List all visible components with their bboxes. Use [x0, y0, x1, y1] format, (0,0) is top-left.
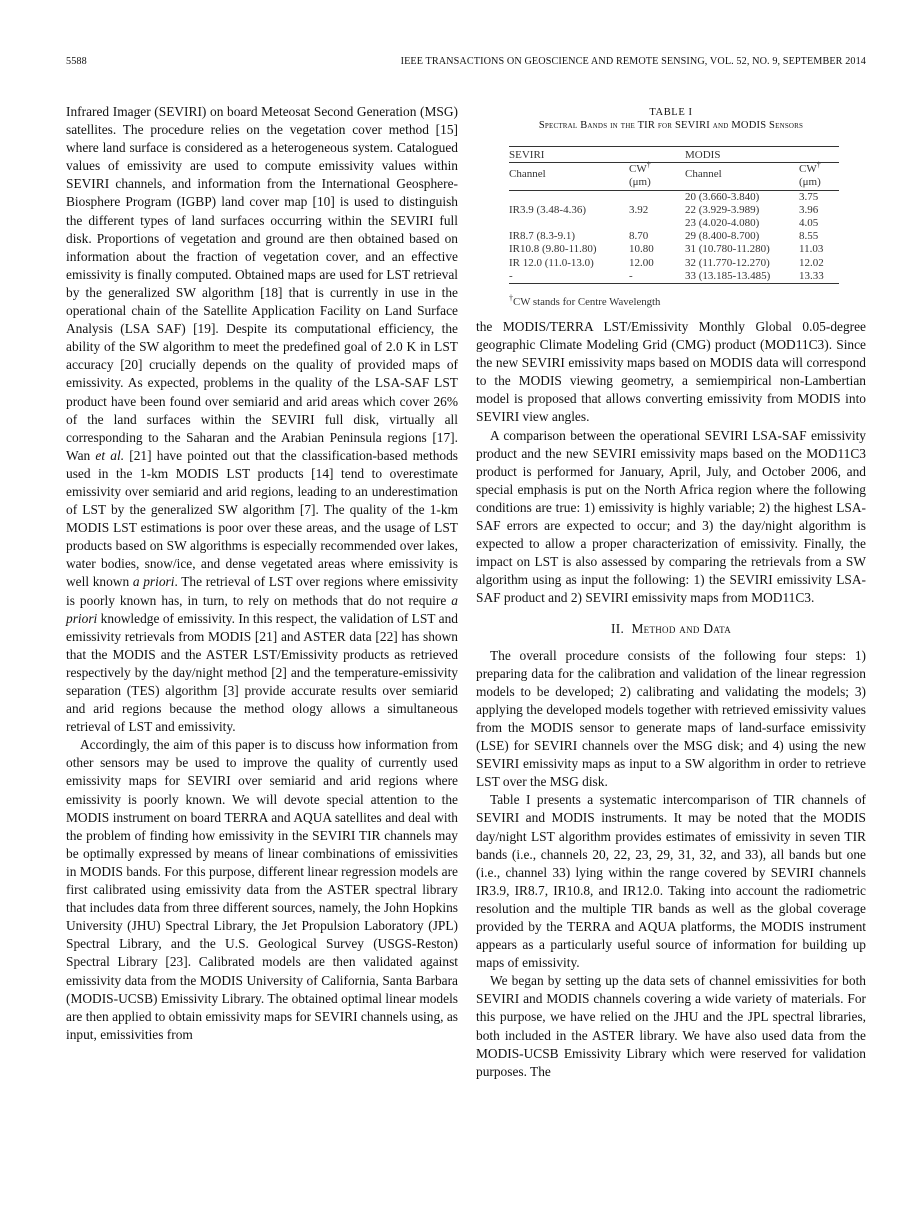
cell-seviri-channel: IR10.8 (9.80-11.80)	[509, 243, 597, 256]
cell-modis-cw: 3.75	[799, 190, 819, 203]
cell-modis-channel: 22 (3.929-3.989)	[685, 203, 760, 216]
group-header-seviri: SEVIRI	[509, 147, 685, 163]
section-heading	[476, 620, 866, 638]
text-run: [21] have pointed out that the classification-based methods used in the 1-km MODIS LST products [14] tend to overestimate emissivity over semiarid and arid regions, leading to an underestimation of LST by the generalized SW algorithm [7]. The quality of the 1-km MODIS LST estimations is poor over these areas, and the usage of LST products based on SW algorithms is especially recommended over lakes, water bodies, snow/ice, and dense vegetated areas where emissivity is well known	[66, 447, 458, 590]
table-row	[509, 257, 839, 270]
column-header-channel-modis: Channel	[685, 168, 722, 181]
text-run: knowledge of emissivity. In this respect, the validation of LST and emissivity retrievals from MODIS [21] and ASTER data [22] has shown that the MODIS and the ASTER LST/Emissivity products as retrieved respectively by the day/night method [2] and the temperature-emissivity separation (TES) algorithm [3] provide accurate results over semiarid and arid regions because the method ology allows a simultaneous retrieval of LST and emissivity.	[66, 610, 458, 735]
cell-modis-cw: 4.05	[799, 217, 819, 230]
cell-seviri-cw: -	[629, 269, 633, 282]
table-row	[509, 217, 839, 230]
table-row	[509, 243, 839, 256]
right-paragraph-2: A comparison between the operational SEVIRI LSA-SAF emissivity product and the new SEVIRI emissivity maps based on the MOD11C3 product is performed for January, April, July, and October 2006, and special emphasis is put on the North Africa region where the following conditions are true: 1) emissivity is highly variable; 2) the highest LSA-SAF errors are expected to occur; and 3) the day/night algorithm is expected to allow a proper characterization of emissivity. Finally, the impact on LST is also assessed by comparing the retrievals from a SW algorithm using as input the following: 1) the SEVIRI emissivity LSA-SAF product and 2) SEVIRI emissivity maps from MOD11C3.	[476, 427, 866, 606]
cell-modis-cw: 13.33	[799, 269, 824, 282]
dagger-mark: †	[509, 293, 513, 303]
cell-modis-channel: 20 (3.660-3.840)	[685, 190, 760, 203]
cell-modis-channel: 29 (8.400-8.700)	[685, 230, 760, 243]
cell-seviri-cw	[629, 190, 685, 204]
table-row	[509, 204, 839, 217]
text-run-italic: a priori	[132, 574, 175, 590]
cell-seviri-cw: 8.70	[629, 230, 649, 243]
section-number: II.	[610, 620, 625, 636]
table-row	[509, 190, 839, 204]
group-header-modis: MODIS	[685, 147, 839, 163]
cw-text: CW	[799, 163, 817, 176]
table-1	[476, 106, 866, 308]
table-row	[509, 230, 839, 243]
text-run-italic: a priori	[66, 592, 458, 626]
section-title: Method and Data	[631, 620, 731, 636]
cell-modis-channel: 32 (11.770-12.270)	[685, 256, 770, 269]
column-header-channel: Channel	[509, 168, 546, 181]
cell-modis-cw: 12.02	[799, 256, 824, 269]
page-number: 5588	[66, 56, 87, 67]
cell-seviri-channel: -	[509, 269, 513, 282]
table-row	[509, 270, 839, 284]
cell-seviri-cw: 10.80	[629, 243, 654, 256]
cell-modis-channel: 23 (4.020-4.080)	[685, 217, 760, 230]
column-header-cw-modis	[799, 160, 839, 190]
left-column	[66, 103, 458, 1044]
cell-seviri-channel: IR8.7 (8.3-9.1)	[509, 230, 575, 243]
running-header	[66, 56, 866, 72]
cell-seviri-channel	[509, 190, 629, 204]
right-paragraph-5: We began by setting up the data sets of channel emissivities for both SEVIRI and MODIS channels covering a wide variety of materials. For this purpose, we have relied on the JHU and the JPL spectral libraries, both included in the ASTER library. We have also used data from the MODIS-UCSB Emissivity Library which were reserved for validation purposes. The	[476, 973, 866, 1079]
dagger-mark: †	[646, 160, 651, 170]
cw-unit: (μm)	[629, 176, 651, 189]
cw-text: CW	[629, 163, 647, 176]
cell-modis-cw: 11.03	[799, 243, 824, 256]
cell-modis-channel: 33 (13.185-13.485)	[685, 269, 771, 282]
cw-unit: (μm)	[799, 176, 821, 189]
cell-seviri-channel	[509, 217, 629, 230]
right-paragraph-1: the MODIS/TERRA LST/Emissivity Monthly Global 0.05-degree geographic Climate Modeling Grid (CMG) product (MOD11C3). Since the new SEVIRI emissivity maps based on MODIS data will correspond to the MODIS viewing geometry, a semiempirical non-Lambertian model is proposed that allows converting emissivity from MODIS into SEVIRI view angles.	[476, 319, 866, 425]
table-footnote	[509, 293, 661, 308]
dagger-mark: †	[816, 160, 821, 170]
cell-seviri-cw: 3.92	[629, 203, 649, 216]
right-column	[476, 318, 866, 1081]
right-paragraph-4: Table I presents a systematic intercomparison of TIR channels of SEVIRI and MODIS instruments. It may be noted that the MODIS day/night LST algorithm provides estimates of emissivity in seven TIR bands (i.e., channels 20, 22, 23, 29, 31, 32, and 33), all bands but one (i.e., channel 33) lying within the range covered by SEVIRI channels IR3.9, IR8.7, IR10.8, and IR12.0. Taking into account the radiometric resolution and the multiple TIR bands as well as the global coverage provided by the TERRA and AQUA platforms, the MODIS instrument appears as a particularly useful source of information for building up maps of emissivity.	[476, 792, 866, 971]
spectral-bands-table	[509, 146, 839, 284]
footnote-text: CW stands for Centre Wavelength	[513, 296, 661, 308]
text-run: . The retrieval of LST over regions where emissivity is poorly known has, in turn, to rely on methods that do not require	[66, 574, 459, 608]
cell-seviri-cw	[629, 217, 685, 230]
cell-seviri-channel: IR3.9 (3.48-4.36)	[509, 203, 586, 216]
cell-modis-channel: 31 (10.780-11.280)	[685, 243, 770, 256]
table-caption: Spectral Bands in the TIR for SEVIRI and MODIS Sensors	[538, 120, 804, 131]
journal-title: IEEE TRANSACTIONS ON GEOSCIENCE AND REMOTE SENSING, VOL. 52, NO. 9, SEPTEMBER 2014	[400, 56, 866, 67]
column-header-cw	[629, 160, 685, 190]
cell-modis-cw: 3.96	[799, 203, 819, 216]
right-paragraph-3: The overall procedure consists of the following four steps: 1) preparing data for the calibration and validation of the linear regression models to be developed; 2) calibrating and validating the models; 3) applying the developed models together with retrieved emissivity values from the MODIS sensor to generate maps of land-surface emissivity (LSE) for SEVIRI channels over the MSG disk; and 4) using the new SEVIRI emissivity maps as input to a SW algorithm in order to retrieve LST over the MSG disk.	[476, 647, 866, 790]
cell-seviri-channel: IR 12.0 (11.0-13.0)	[509, 256, 594, 269]
table-label: TABLE I	[649, 107, 693, 118]
text-run-italic: et al.	[95, 447, 125, 463]
left-paragraph-1	[66, 103, 458, 736]
cell-modis-cw: 8.55	[799, 230, 819, 243]
cell-seviri-cw: 12.00	[629, 256, 654, 269]
left-paragraph-2: Accordingly, the aim of this paper is to discuss how information from other sensors may be used to improve the quality of currently used emissivity maps for SEVIRI over semiarid and arid regions where emissivity is poorly known. We will devote special attention to the MODIS instrument on board TERRA and AQUA satellites and deal with the problem of finding how emissivity in the SEVIRI TIR channels may be optimally expressed by means of linear combinations of emissivities in MODIS bands. For this purpose, different linear regression models are first calibrated using emissivity data from the ASTER spectral library that includes data from three different sources, namely, the John Hopkins University (JHU) Spectral Library, the Jet Propulsion Laboratory (JPL) Spectral Library, and the U.S. Geological Survey (USGS-Reston) Spectral Library [23]. Calibrated models are then validated against emissivity data from the MODIS University of California, Santa Barbara (MODIS-UCSB) Emissivity Library. The obtained optimal linear models are then applied to obtain emissivity maps for SEVIRI channels using, as input, emissivities from	[66, 737, 458, 1042]
text-run: Infrared Imager (SEVIRI) on board Meteosat Second Generation (MSG) satellites. The procedure relies on the vegetation cover method [15] where land surface is considered as a heterogeneous system. Catalogued values of emissivity are used to compute emissivity values within SEVIRI channels, and information from the International Geosphere-Biosphere Program (IGBP) land cover map [10] is used to distinguish the different types of land surfaces occurring within the SEVIRI full disk. Proportions of vegetation and ground are then obtained based on information about the fraction of vegetation cover, and an effective emissivity is finally computed. Obtained maps are used for LST retrieval by the generalized SW algorithm [18] that is currently in use in the operational chain of the Satellite Application Facility on Land Surface Analysis (LSA SAF) [19]. Despite its computational efficiency, the ability of the SW algorithm to meet the predefined goal of 2.0 K in LST accuracy [20] crucially depends on the quality of provided maps of emissivity. As expected, problems in the quality of the LSA-SAF LST product have been found over semiarid and arid areas which cover 26% of the land surfaces within the SEVIRI full disk, virtually all corresponding to the Saharan and the Arabian Peninsula regions [17]. Wan	[66, 104, 458, 463]
